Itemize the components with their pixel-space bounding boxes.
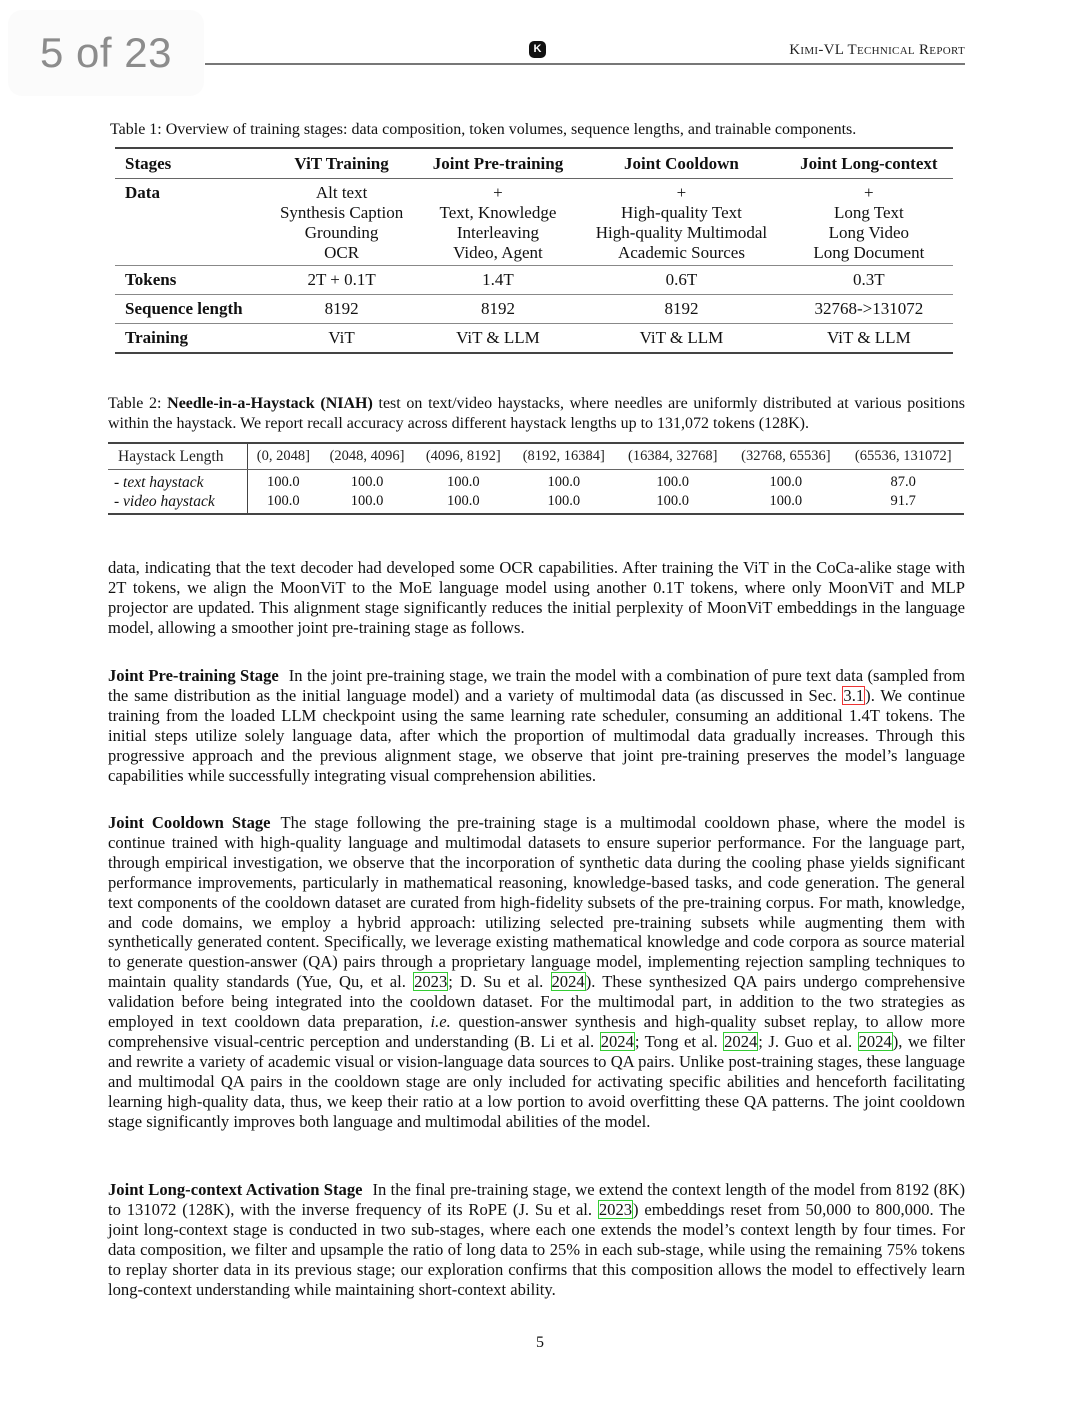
section-heading: Joint Cooldown Stage [108,813,271,832]
table1-col-header: ViT Training [265,148,417,179]
paragraph-text: ), we filter and rewrite a variety of academic visual or vision-language data sources to QA pairs. Unlike post-training stages, these language and multimodal QA pairs in the cooldown stage are only included for activating specific abilities and henceforth facilitating learning high-quality data, thus, we keep their ratio at a low portion to avoid overfitting these QA patterns. The joint cooldown stage significantly improves both language and multimodal abilities of the model. [108,1031,966,1131]
paragraph-text: ; D. Su et al. [448,972,551,992]
data-cell [418,179,578,266]
citation-link[interactable]: 2024 [858,1031,892,1051]
table2-niah-results [108,442,964,515]
data-item: High-quality Text [621,203,742,222]
data-item: Text, Knowledge [439,203,557,222]
table-cell: ViT & LLM [578,324,785,354]
page-indicator [8,10,204,96]
table-cell: 100.0 [729,492,842,514]
table-cell: 100.0 [319,492,415,514]
table-cell: 100.0 [616,492,729,514]
data-item: Academic Sources [617,243,745,262]
section-ref-link[interactable]: 3.1 [843,685,865,705]
table-cell: 8192 [265,295,417,324]
table2-col-header: (4096, 8192] [415,443,511,470]
table1-row-tokens [115,266,953,295]
table-cell: 100.0 [547,474,581,490]
paragraph-text: ). These synthesized QA pairs undergo comprehensive validation before being integrated into the cooldown dataset. For the multimodal part, in addition to the two strategies as employed in text cooldown data preparation, [108,972,965,1032]
table1-row-data [115,179,953,266]
table-cell: 91.7 [842,492,964,514]
table1-caption: Table 1: Overview of training stages: data composition, token volumes, sequence lengths, and trainable components. [110,121,857,138]
paragraph-text: In the joint pre-training stage, we train the model with a combination of pure text data (sampled from the same distribution as the initial language model) and a variety of multimodal data (as discussed in Sec. [108,666,965,705]
data-item: Long Video [828,223,910,242]
data-item: High-quality Multimodal [595,223,768,242]
table2-col-header: (8192, 16384] [511,443,616,470]
table2-row-text-haystack [108,470,964,493]
row-label: Tokens [115,266,265,295]
italic-text: i.e. [430,1012,451,1032]
table2-col-header: (2048, 4096] [319,443,415,470]
data-item: + [676,183,687,202]
row-label: Sequence length [115,295,265,324]
section-heading: Joint Long-context Activation Stage [108,1180,363,1199]
table-cell: 1.4T [418,266,578,295]
table-cell: 32768->131072 [785,295,953,324]
table-cell: 100.0 [656,474,690,490]
page-indicator-text: 5 of 23 [40,29,172,76]
data-item: + [864,183,874,202]
table-cell: 0.3T [785,266,953,295]
table-cell: ViT [265,324,417,354]
table-cell: 100.0 [447,474,480,490]
paragraph-vit-alignment: data, indicating that the text decoder had developed some OCR capabilities. After training the ViT in the CoCa-alike stage with 2T tokens, we align the MoonViT to the MoE language model using another 0.1T tokens, where only MoonViT and MLP projector are updated. This alignment stage significantly reduces the initial perplexity of MoonViT embeddings in the language model, allowing a smoother joint pre-training stage as follows. [108,558,965,637]
table2-caption [108,394,965,434]
table-cell: ViT & LLM [785,324,953,354]
table2-header-row [108,443,964,470]
citation-link[interactable]: 2024 [600,1031,634,1051]
table-cell: 100.0 [350,474,384,490]
paragraph-text: ; Tong et al. [634,1031,724,1051]
table-cell: 2T + 0.1T [265,266,417,295]
row-label: Data [125,183,160,202]
citation-link[interactable]: 2023 [598,1199,633,1219]
data-item: Alt text [315,183,368,202]
table2-col-header: Haystack Length [108,443,247,470]
paragraph-text: The stage following the pre-training stage is a multimodal cooldown phase, where the model is continue trained with high-quality language and multimodal datasets to ensure superior performance. For the language part, through empirical investigation, we observe that the incorporation of synthetic data during the cooling phase yields significant performance improvements, particularly in mathematical reasoning, knowledge-based tasks, and code generation. The general text components of the cooldown dataset are curated from high-fidelity subsets of the pre-training corpus. For math, knowledge, and code domains, we employ a hybrid approach: utilizing selected pre-training subsets while augmenting them with synthetically generated content. Specifically, we leverage existing mathematical knowledge and code corpora as source material to generate question-answer (QA) pairs through a proprietary language model, implementing rejection sampling techniques to maintain quality standards (Yue, Qu, et al. [108,813,965,992]
table-cell: 8192 [578,295,785,324]
paragraph-joint-cooldown [108,813,965,1132]
table-cell: 87.0 [890,474,916,490]
row-label: - video haystack [108,492,247,514]
data-item: Grounding [304,223,379,242]
data-cell [578,179,785,266]
row-label: Training [115,324,265,354]
data-item: Synthesis Caption [279,203,404,222]
data-item: Interleaving [456,223,540,242]
data-item: + [493,183,503,202]
table-cell: 100.0 [415,492,511,514]
table1-col-header: Joint Cooldown [578,148,785,179]
paragraph-joint-long-context [108,1180,965,1299]
data-item: Video, Agent [453,243,543,262]
table2-col-header: (32768, 65536] [729,443,842,470]
paragraph-text: question-answer synthesis and high-quality subset replay, to allow more comprehensive visual-centric perception and understanding (B. Li et al. [108,1012,965,1051]
table-cell: 100.0 [247,492,319,514]
table2-col-header: (16384, 32768] [616,443,729,470]
row-label: - text haystack [108,470,247,493]
table-cell: ViT & LLM [418,324,578,354]
table1-row-training [115,324,953,354]
header-rule [205,63,965,65]
caption-prefix: Table 2: [108,395,168,412]
table1-header-row [115,148,953,179]
table-cell: 100.0 [267,474,300,490]
table2-col-header: (0, 2048] [247,443,319,470]
paragraph-text: ) embeddings reset from 50,000 to 800,000. The joint long-context stage is conducted in two sub-stages, where each one extends the model’s context length by four times. For data composition, we filter and upsample the ratio of long data to 25% in each sub-stage, while using the remaining 75% tokens to replay shorter data in its previous stage; our exploration confirms that this composition allows the model to effectively learn long-context understanding while maintaining short-context ability. [108,1199,965,1299]
paragraph-text: ; J. Guo et al. [758,1031,858,1051]
data-item: Long Text [833,203,904,222]
caption-text: test on text/video haystacks, where needles are uniformly distributed at various positions within the haystack. We report recall accuracy across different haystack lengths up to 131,072 tokens (128K). [108,395,966,432]
table-cell: 0.6T [578,266,785,295]
table1-row-sequence-length [115,295,953,324]
header-title: Kimi-VL Technical Report [789,42,965,58]
table-cell: 100.0 [769,474,803,490]
page-number: 5 [536,1334,544,1351]
citation-link[interactable]: 2023 [414,972,448,992]
paragraph-text: In the final pre-training stage, we extend the context length of the model from 8192 (8K) to 131072 (128K), with the inverse frequency of its RoPE (J. Su et al. [108,1180,965,1219]
table1-col-header: Joint Pre-training [418,148,578,179]
caption-bold: Needle-in-a-Haystack (NIAH) [167,395,373,412]
citation-link[interactable]: 2024 [551,972,585,992]
table1-col-header: Joint Long-context [785,148,953,179]
data-cell [785,179,953,266]
data-cell [265,179,417,266]
paragraph-joint-pretraining [108,666,965,785]
citation-link[interactable]: 2024 [724,1031,758,1051]
running-header [205,36,965,64]
table-cell: 100.0 [511,492,616,514]
table2-col-header: (65536, 131072] [842,443,964,470]
table2-row-video-haystack [108,492,964,514]
data-item: OCR [324,243,360,262]
data-item: Long Document [813,243,925,262]
table1-training-stages [115,147,953,354]
section-heading: Joint Pre-training Stage [108,666,279,685]
kimi-logo-icon: K [529,41,546,58]
table-cell: 8192 [418,295,578,324]
table1-col-header: Stages [115,148,265,179]
paragraph-text: ). We continue training from the loaded LLM checkpoint using the same learning rate scheduler, consuming an additional 1.4T tokens. The initial steps utilize solely language data, after which the proportion of multimodal data gradually increases. Through this progressive approach and the previous alignment stage, we observe that joint pre-training preserves the model’s language capabilities while successfully integrating visual comprehension abilities. [108,685,965,785]
